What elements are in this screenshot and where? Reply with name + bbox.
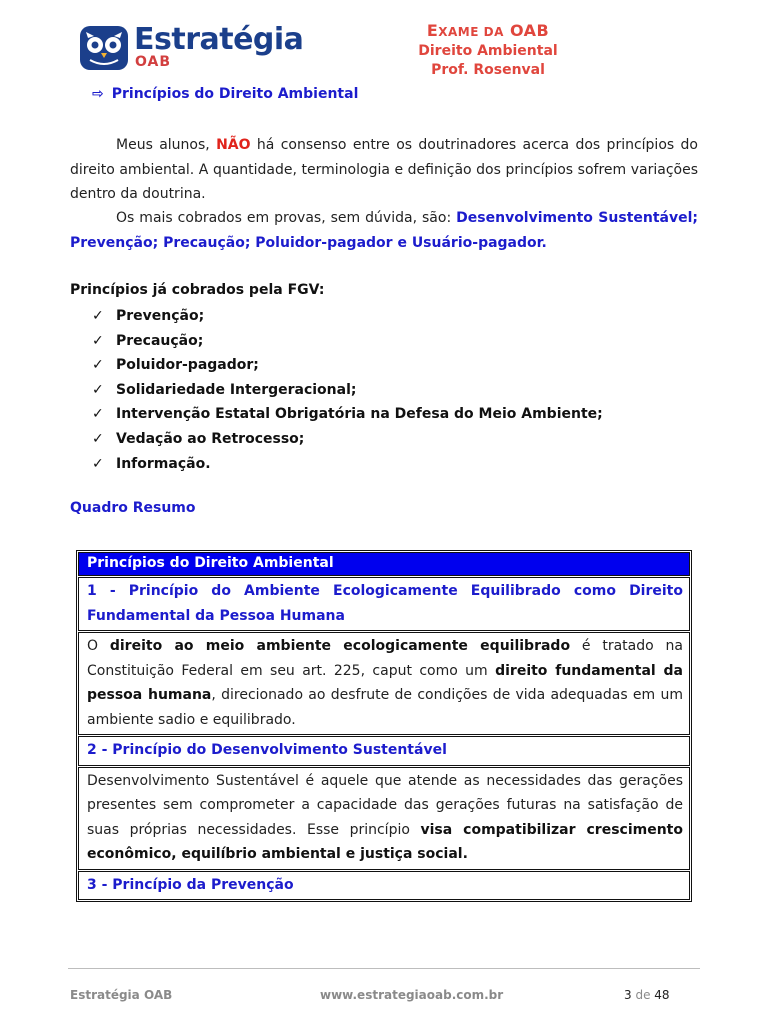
checkmark-icon: ✓ bbox=[92, 455, 104, 472]
section-heading bbox=[92, 86, 358, 102]
arrow-right-icon: ⇨ bbox=[92, 86, 104, 102]
logo-oab-label: OAB bbox=[135, 54, 172, 70]
nao-emphasis: NÃO bbox=[216, 137, 251, 153]
section-title: Princípios do Direito Ambiental bbox=[111, 86, 359, 102]
principle-1-title: 1 - Princípio do Ambiente Ecologicamente Equilibrado como Direito Fundamental da Pessoa Humana bbox=[78, 577, 690, 631]
principle-1-text: O direito ao meio ambiente ecologicamente equilibrado é tratado na Constituição Federal em seu art. 225, caput como um direito fundamental da pessoa humana, direcionado ao desfrute de condições de vida adequadas em um ambiente sadio e equilibrado. bbox=[78, 632, 690, 735]
checkmark-icon: ✓ bbox=[92, 332, 104, 349]
page-number: 3 de 48 bbox=[624, 988, 670, 1002]
principle-2-text: Desenvolvimento Sustentável é aquele que atende as necessidades das gerações presentes sem comprometer a capacidade das gerações futuras na satisfação de suas próprias necessidades. Esse princípio visa compatibilizar crescimento econômico, equilíbrio ambiental e justiça social. bbox=[78, 767, 690, 870]
checkmark-icon: ✓ bbox=[92, 357, 104, 374]
table-header: Princípios do Direito Ambiental bbox=[78, 552, 690, 576]
exam-professor: Prof. Rosenval bbox=[431, 62, 545, 78]
owl-mascot-icon bbox=[78, 24, 130, 72]
list-item: ✓ Poluidor-pagador; bbox=[92, 353, 603, 378]
fgv-principles-list bbox=[92, 304, 603, 476]
footer-website-link[interactable]: www.estrategiaoab.com.br bbox=[320, 988, 504, 1002]
summary-title: Quadro Resumo bbox=[70, 500, 196, 516]
checkmark-icon: ✓ bbox=[92, 430, 104, 447]
intro-paragraph-2: Os mais cobrados em provas, sem dúvida, são: Desenvolvimento Sustentável; Prevenção; Precaução; Poluidor-pagador e Usuário-pagador. bbox=[70, 210, 699, 251]
list-item: ✓ Prevenção; bbox=[92, 304, 603, 329]
footer-brand: Estratégia OAB bbox=[70, 988, 173, 1002]
list-item: ✓ Intervenção Estatal Obrigatória na Defesa do Meio Ambiente; bbox=[92, 402, 603, 427]
exam-header bbox=[358, 21, 618, 80]
list-item: ✓ Precaução; bbox=[92, 329, 603, 354]
intro-paragraph-1: Meus alunos, NÃO há consenso entre os doutrinadores acerca dos princípios do direito ambiental. A quantidade, terminologia e definição dos princípios sofrem variações dentro da doutrina. bbox=[70, 137, 698, 202]
list-item: ✓ Informação. bbox=[92, 452, 603, 477]
exam-subject: Direito Ambiental bbox=[418, 43, 558, 59]
summary-table bbox=[76, 550, 692, 902]
list-item: ✓ Solidariedade Intergeracional; bbox=[92, 378, 603, 403]
principles-highlight: Desenvolvimento Sustentável; Prevenção; Precaução; Poluidor-pagador e Usuário-pagador. bbox=[70, 210, 699, 251]
logo-wordmark: Estratégia bbox=[134, 22, 304, 57]
principle-3-title: 3 - Princípio da Prevenção bbox=[78, 871, 690, 901]
footer-divider bbox=[68, 968, 700, 969]
list-item: ✓ Vedação ao Retrocesso; bbox=[92, 427, 603, 452]
checkmark-icon: ✓ bbox=[92, 308, 104, 324]
principle-2-title: 2 - Princípio do Desenvolvimento Sustentável bbox=[78, 736, 690, 766]
exam-title: EXAME DA OAB bbox=[426, 21, 550, 40]
fgv-list-title: Princípios já cobrados pela FGV: bbox=[70, 282, 325, 298]
checkmark-icon: ✓ bbox=[92, 381, 104, 398]
checkmark-icon: ✓ bbox=[92, 406, 104, 423]
